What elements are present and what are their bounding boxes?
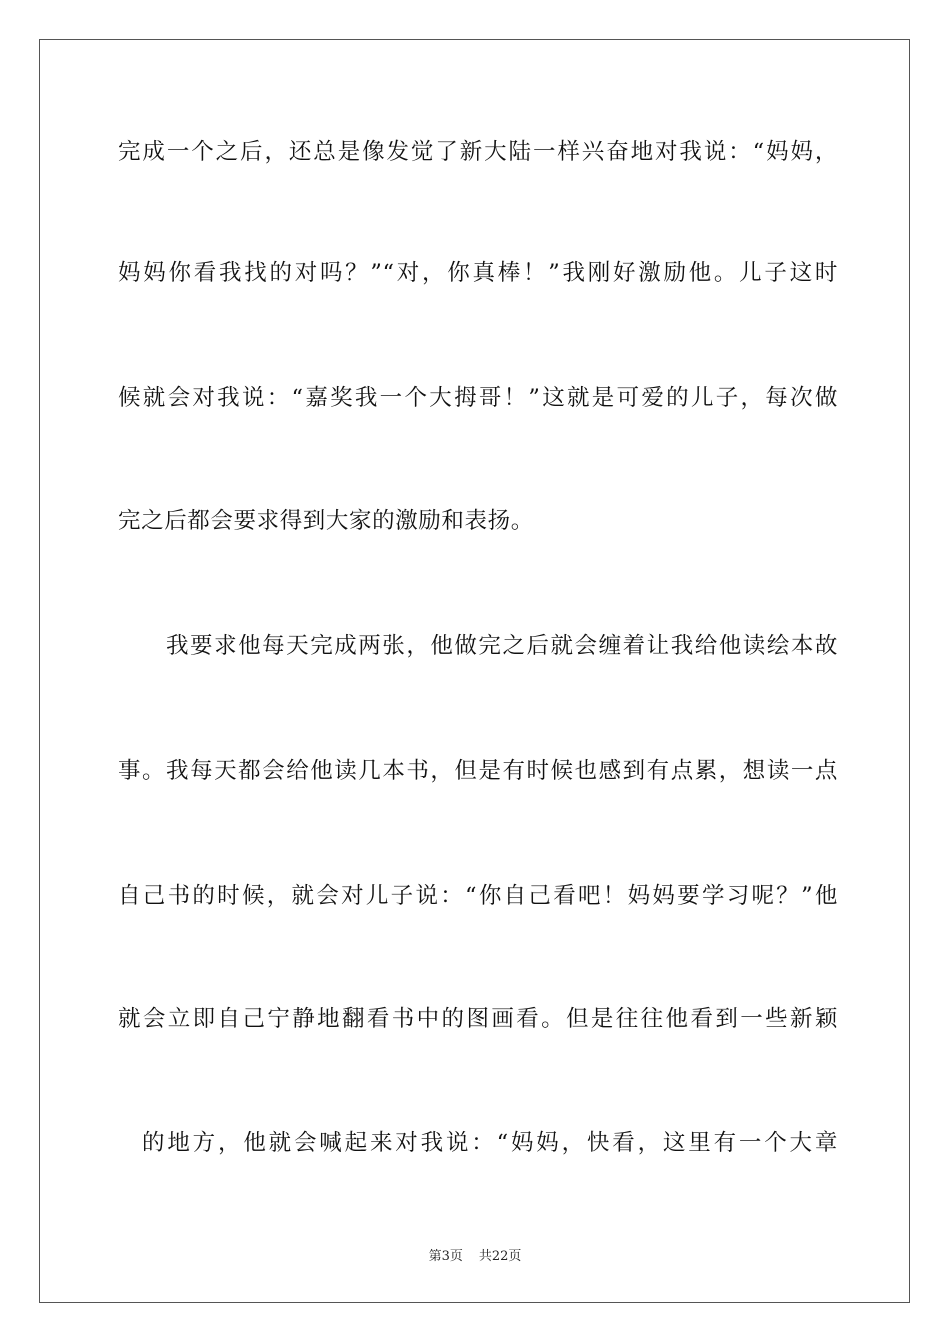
text-line-7: 自己书的时候，就会对儿子说：“你自己看吧！妈妈要学习呢？”他 — [118, 883, 838, 909]
text-line-3: 候就会对我说：“嘉奖我一个大拇哥！”这就是可爱的儿子，每次做 — [118, 385, 838, 411]
text-line-9: 的地方，他就会喊起来对我说：“妈妈，快看，这里有一个大章 — [142, 1130, 838, 1156]
text-line-1: 完成一个之后，还总是像发觉了新大陆一样兴奋地对我说：“妈妈， — [118, 139, 838, 165]
text-line-6: 事。我每天都会给他读几本书，但是有时候也感到有点累，想读一点 — [118, 758, 838, 784]
page-total: 共22页 — [478, 1249, 522, 1264]
text-line-5: 我要求他每天完成两张，他做完之后就会缠着让我给他读绘本故 — [166, 633, 838, 659]
page-number: 第3页 — [428, 1249, 463, 1264]
text-line-4: 完之后都会要求得到大家的激励和表扬。 — [118, 508, 534, 534]
text-line-2: 妈妈你看我找的对吗？”“对，你真棒！”我刚好激励他。儿子这时 — [118, 260, 838, 286]
page-footer — [0, 1249, 950, 1265]
page-border — [39, 39, 910, 1303]
text-line-8: 就会立即自己宁静地翻看书中的图画看。但是往往他看到一些新颖 — [118, 1006, 838, 1032]
